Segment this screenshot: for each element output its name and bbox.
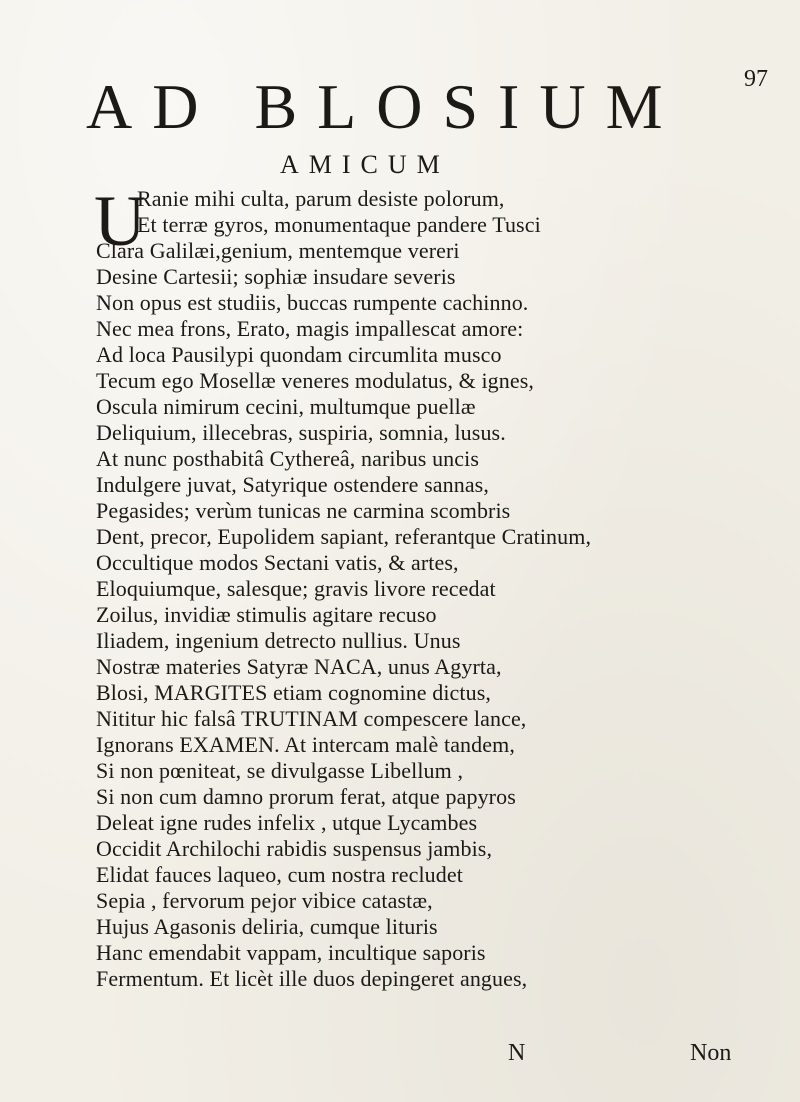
verse-line: Fermentum. Et licèt ille duos depingeret angues, — [96, 966, 528, 991]
verse-line: Blosi, MARGITES etiam cognomine dictus, — [96, 680, 491, 705]
verse-line: Si non pœniteat, se divulgasse Libellum , — [96, 758, 464, 783]
page-number: 97 — [744, 66, 768, 92]
verse-line: Ignorans EXAMEN. At intercam malè tandem, — [96, 732, 515, 757]
drop-capital: U — [94, 181, 146, 261]
verse-line: Oscula nimirum cecini, multumque puellæ — [96, 394, 476, 419]
verse-line: Pegasides; verùm tunicas ne carmina scombris — [96, 498, 511, 523]
verse-line: Occidit Archilochi rabidis suspensus jambis, — [96, 836, 493, 861]
verse-line: Ranie mihi culta, parum desiste polorum, — [137, 186, 505, 211]
verse-line: Iliadem, ingenium detrecto nullius. Unus — [96, 628, 461, 653]
verse-line: Desine Cartesii; sophiæ insudare severis — [96, 264, 456, 289]
signature-mark: N — [508, 1040, 526, 1066]
verse-line: Clara Galilæi,genium, mentemque vereri — [96, 238, 460, 263]
verse-line: Eloquiumque, salesque; gravis livore recedat — [96, 576, 496, 601]
verse-line: Zoilus, invidiæ stimulis agitare recuso — [96, 602, 437, 627]
catchword: Non — [690, 1040, 732, 1066]
verse-line: Indulgere juvat, Satyrique ostendere sannas, — [96, 472, 489, 497]
verse-line: Elidat fauces laqueo, cum nostra recludet — [96, 862, 463, 887]
verse-line: Deliquium, illecebras, suspiria, somnia, lusus. — [96, 420, 506, 445]
poem-subtitle: AMICUM — [280, 150, 450, 179]
verse-line: Tecum ego Mosellæ veneres modulatus, & ignes, — [96, 368, 534, 393]
verse-line: Nititur hic falsâ TRUTINAM compescere lance, — [96, 706, 527, 731]
verse-line: Hanc emendabit vappam, incultique saporis — [96, 940, 486, 965]
poem-title: AD BLOSIUM — [86, 71, 683, 142]
verse-line: At nunc posthabitâ Cythereâ, naribus uncis — [96, 446, 480, 471]
verse-line: Deleat igne rudes infelix , utque Lycambes — [96, 810, 478, 835]
verse-line: Si non cum damno prorum ferat, atque papyros — [96, 784, 516, 809]
verse-line: Occultique modos Sectani vatis, & artes, — [96, 550, 459, 575]
verse-line: Nostræ materies Satyræ NACA, unus Agyrta, — [96, 654, 502, 679]
verse-line: Sepia , fervorum pejor vibice catastæ, — [96, 888, 433, 913]
verse-line: Hujus Agasonis deliria, cumque lituris — [96, 914, 438, 939]
verse-line: Nec mea frons, Erato, magis impallescat amore: — [96, 316, 524, 341]
verse-line: Non opus est studiis, buccas rumpente cachinno. — [96, 290, 529, 315]
verse-line: Et terræ gyros, monumentaque pandere Tusci — [137, 212, 541, 237]
verse-line: Ad loca Pausilypi quondam circumlita musco — [96, 342, 502, 367]
verse-line: Dent, precor, Eupolidem sapiant, referantque Cratinum, — [96, 524, 592, 549]
